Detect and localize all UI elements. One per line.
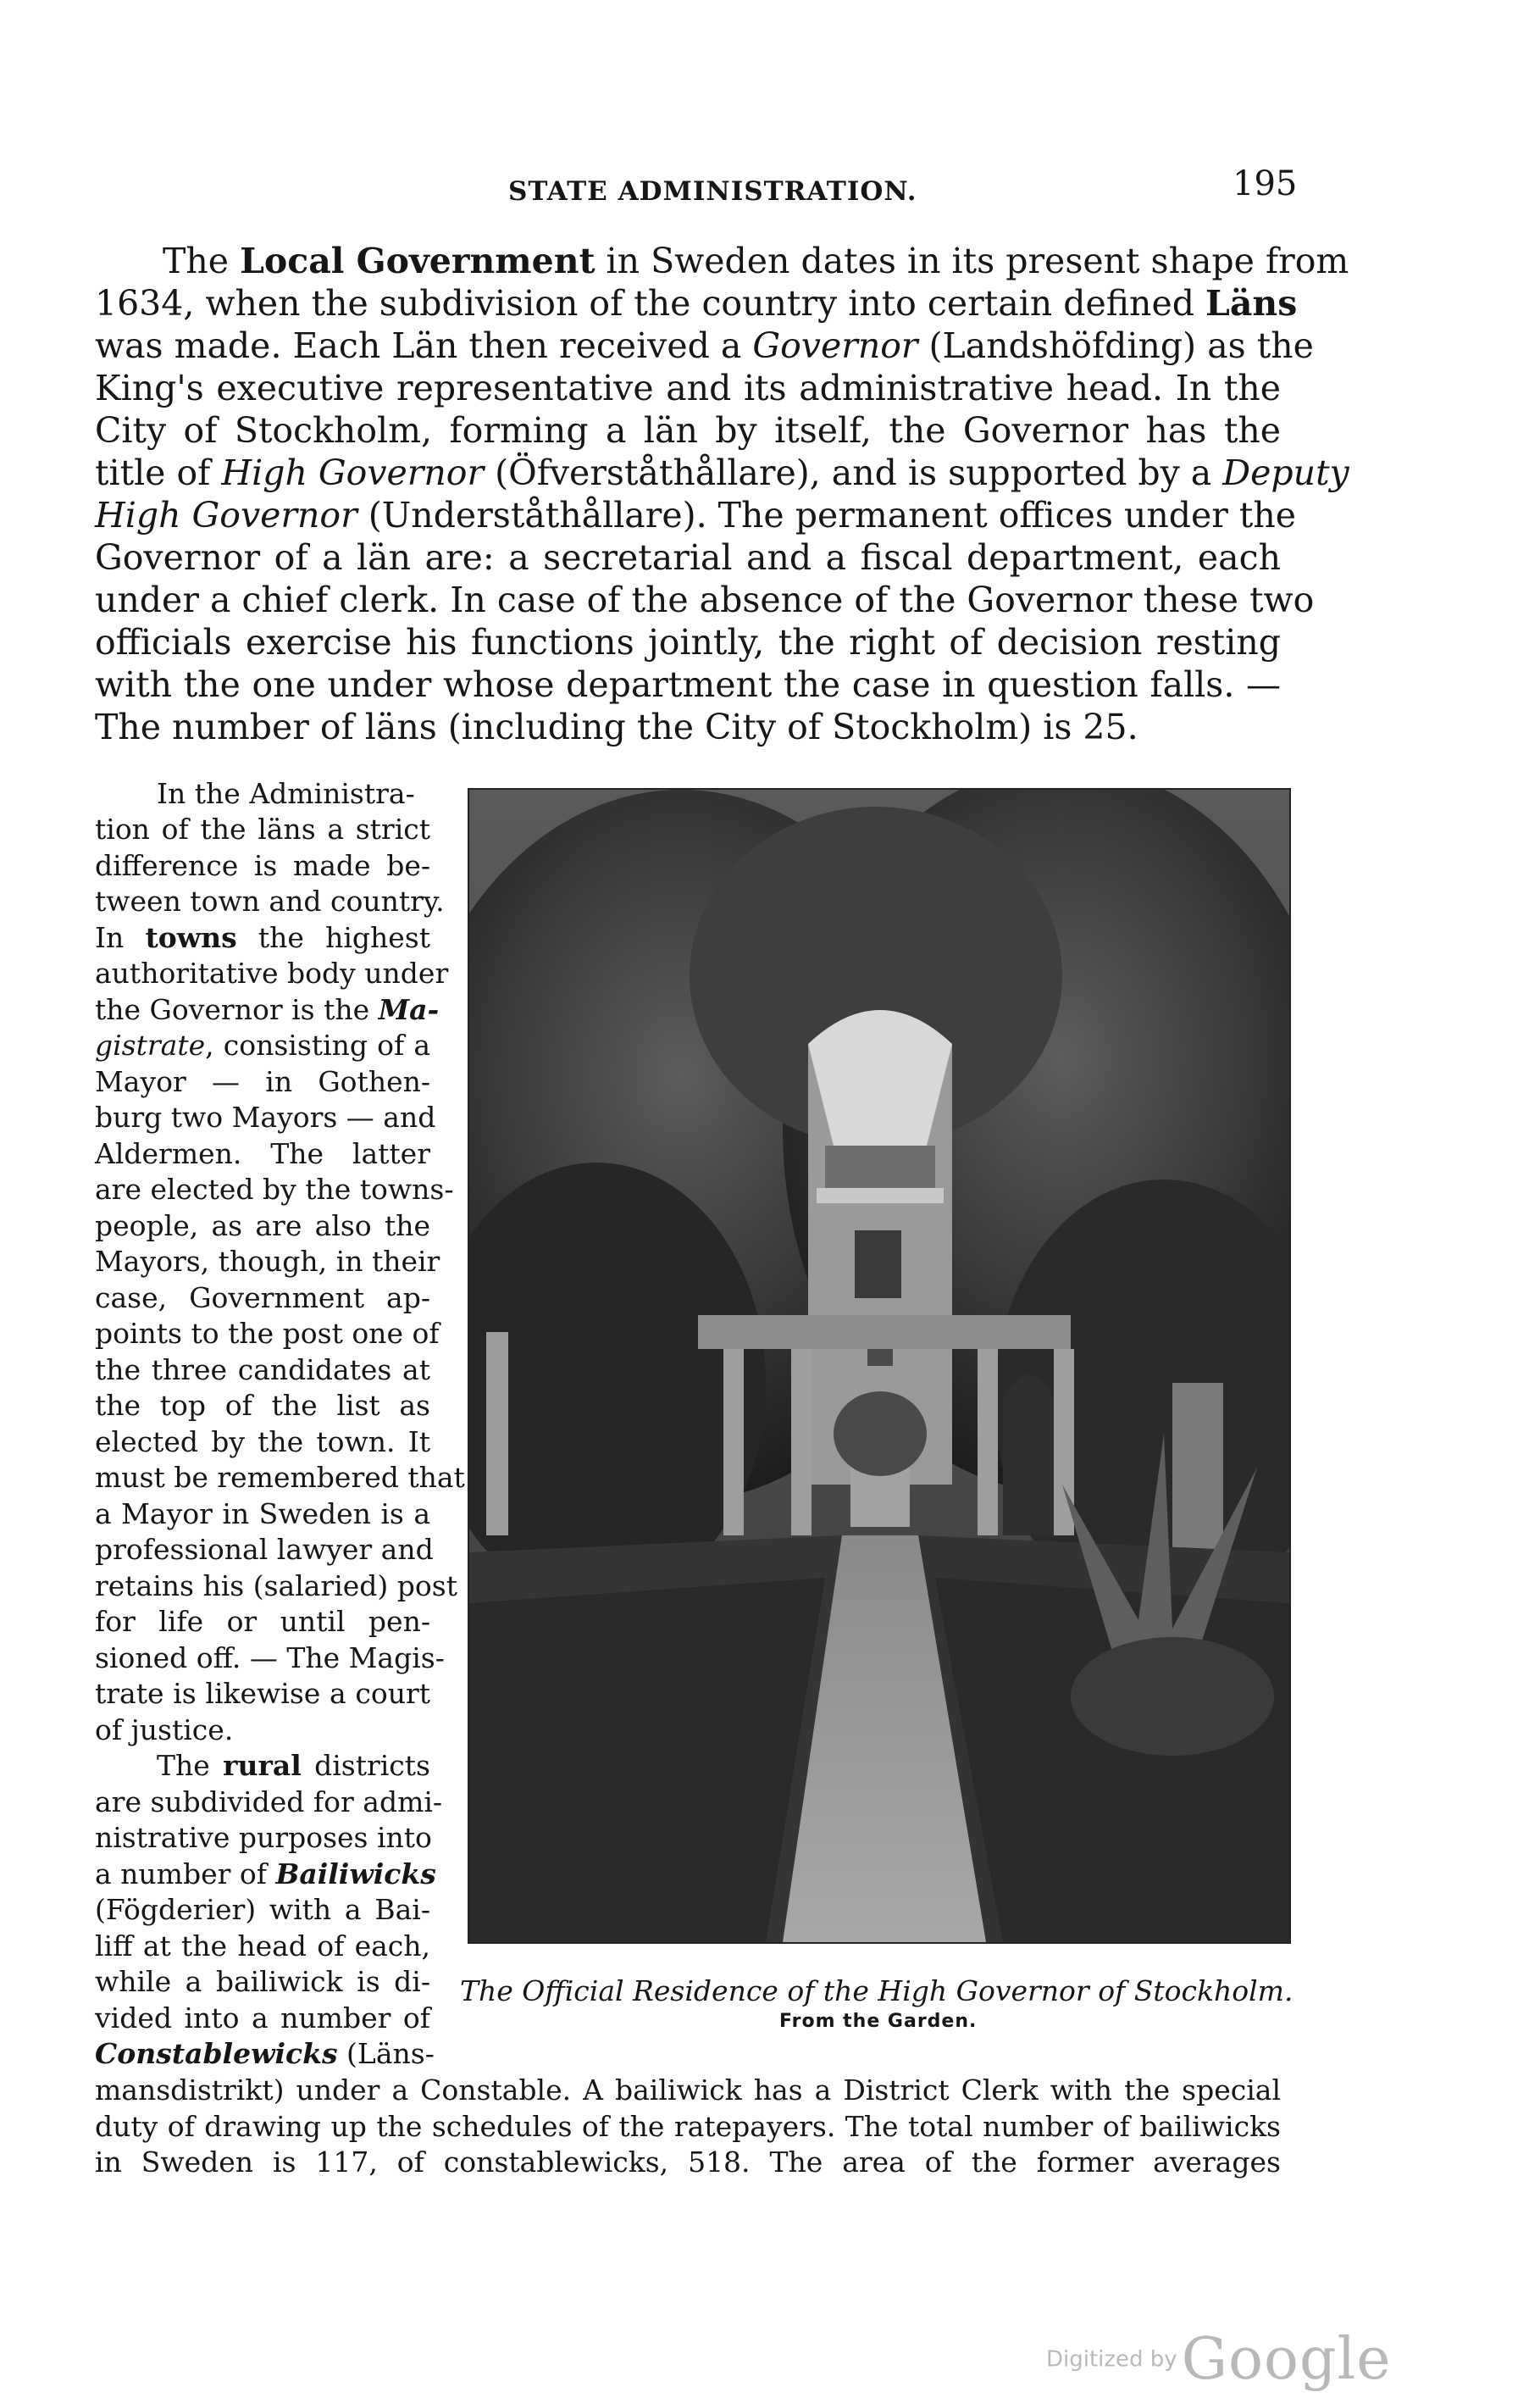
text-line: duty of drawing up the schedules of the ratepayers. The total number of bailiwicks [95,2110,1281,2143]
column-line: gistrate, consisting of a [95,1029,430,1062]
column-line: In towns the highest [95,921,431,954]
text-line: officials exercise his functions jointly, the right of decision resting [95,622,1281,663]
figure-caption: The Official Residence of the High Governor of Stockholm. [460,1974,1293,2007]
column-line: nistrative purposes into [95,1821,432,1854]
column-line: for life or until pen- [95,1605,430,1638]
column-line: are elected by the towns- [95,1173,454,1206]
column-line: while a bailiwick is di- [95,1965,430,1998]
column-line: a number of Bailiwicks [95,1857,436,1890]
column-line: vided into a number of [95,2001,430,2034]
photograph-residence [468,788,1291,1944]
text-line: under a chief clerk. In case of the absence of the Governor these two [95,580,1315,620]
page-number: 195 [1233,164,1298,203]
column-line: difference is made be- [95,849,430,882]
text-line: mansdistrikt) under a Constable. A bailiwick has a District Clerk with the special [95,2073,1281,2107]
column-line: points to the post one of [95,1317,440,1350]
column-line: The rural districts [157,1749,430,1782]
text-line: The number of läns (including the City of Stockholm) is 25. [95,707,1138,747]
page-header [0,161,1540,212]
text-line: title of High Governor (Öfverståthållare), and is supported by a Deputy [95,452,1349,493]
figure-subcaption: From the Garden. [779,2011,978,2032]
column-line: the Governor is the Ma- [95,993,440,1026]
google-wordmark: Google [1181,2326,1392,2393]
column-line: liff at the head of each, [95,1929,430,1962]
column-line: (Fögderier) with a Bai- [95,1893,430,1926]
column-line: case, Government ap- [95,1281,430,1314]
column-line: the top of the list as [95,1389,430,1422]
column-line: are subdivided for admi- [95,1785,443,1818]
text-line: The Local Government in Sweden dates in its present shape from [163,241,1349,281]
column-line: professional lawyer and [95,1533,434,1566]
text-line: City of Stockholm, forming a län by itself, the Governor has the [95,410,1281,451]
column-line: burg two Mayors — and [95,1101,436,1134]
digitized-watermark [1046,2326,1392,2393]
column-line: Aldermen. The latter [95,1137,430,1170]
text-line: Governor of a län are: a secretarial and a fiscal department, each [95,537,1281,578]
column-line: people, as are also the [95,1209,430,1242]
text-line: King's executive representative and its administrative head. In the [95,368,1281,408]
text-line: was made. Each Län then received a Governor (Landshöfding) as the [95,325,1314,366]
column-line: the three candidates at [95,1353,430,1386]
column-line: trate is likewise a court [95,1677,430,1710]
text-line: 1634, when the subdivision of the country into certain defined Läns [95,283,1298,324]
text-line: High Governor (Underståthållare). The permanent offices under the [95,495,1297,536]
text-line: in Sweden is 117, of constablewicks, 518. The area of the former averages [95,2145,1281,2179]
column-line: sioned off. — The Magis- [95,1641,445,1674]
column-line: Mayors, though, in their [95,1245,440,1278]
column-line: elected by the town. It [95,1425,430,1458]
column-line: Constablewicks (Läns- [95,2037,435,2070]
garden-residence-photo [469,790,1289,1942]
column-line: tween town and country. [95,885,445,918]
column-line: of justice. [95,1713,234,1746]
column-line: tion of the läns a strict [95,813,430,846]
digitized-label: Digitized by [1046,2346,1177,2373]
column-line: retains his (salaried) post [95,1569,457,1602]
column-line: authoritative body under [95,957,449,990]
column-line: must be remembered that [95,1461,465,1494]
running-head: STATE ADMINISTRATION. [508,176,917,207]
text-line: with the one under whose department the case in question falls. — [95,664,1281,705]
column-line: a Mayor in Sweden is a [95,1497,430,1530]
column-line: Mayor — in Gothen- [95,1065,430,1098]
column-line: In the Administra- [157,777,415,810]
